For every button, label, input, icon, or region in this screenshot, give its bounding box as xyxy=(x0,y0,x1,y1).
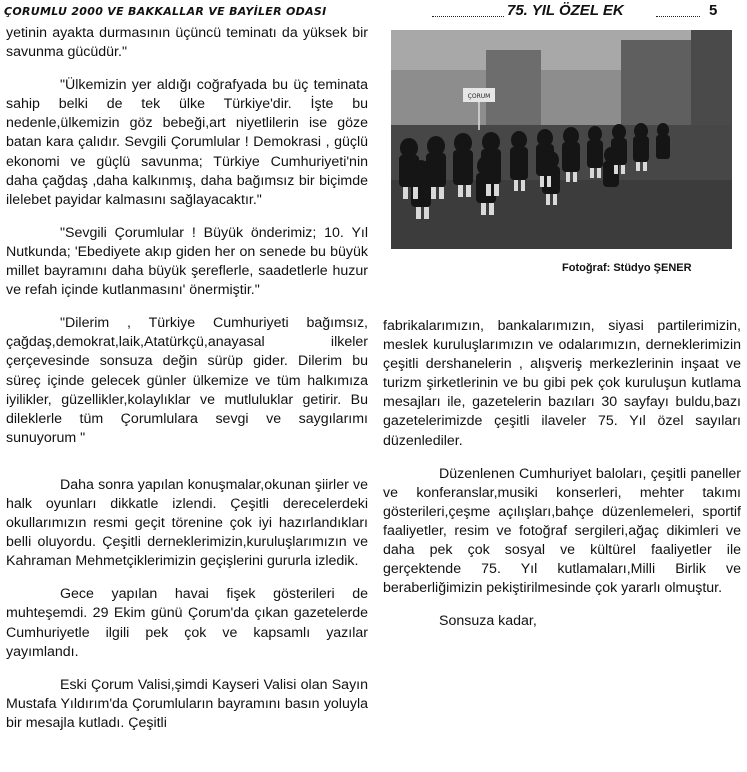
header-dot-leader xyxy=(432,2,504,17)
paragraph: "Dilerim , Türkiye Cumhuriyeti bağımsız, çağdaş,demokrat,laik,Atatürkçü,anayasal ilkeler çerçevesinde sonsuza değin sürüp gider. Dilerim bu süreç içinde gelecek günler ülkemize ve tüm halkımıza iyilikler, güzellikler,kolaylıklar ve mutluluklar getirir. Bu dileklerle tüm Çorumlulara sevgi ve saygılarımı sunuyorum " xyxy=(6,315,368,446)
header-publication-name: ÇORUMLU 2000 VE BAKKALLAR VE BAYİLER ODASI xyxy=(4,5,327,18)
paragraph: Sonsuza kadar, xyxy=(439,613,537,630)
paragraph: Eski Çorum Valisi,şimdi Kayseri Valisi olan Sayın Mustafa Yıldırım'da Çorumluların bayramını basın yoluyla bir mesajla kutladı. Çeşitli xyxy=(6,676,368,731)
paragraph: Gece yapılan havai fişek gösterileri de muhteşemdi. 29 Ekim günü Çorum'da çıkan gazetelerde Cumhuriyetle ilgili pek çok ve kapsamlı yazılar yayımlandı. xyxy=(6,586,368,660)
paragraph: "Ülkemizin yer aldığı coğrafyada bu üç teminata sahip belki de tek ülke Türkiye'dir. İşte bu nedenle,ülkemizin göz bebeği,art niyetlilerin ise göze batan kara çalıdır. Sevgili Çorumlular ! Demokrasi , güçlü ekonomi ve güçlü savunma; Türkiye Cumhuriyeti'nin daha çağdaş ,daha kalkınmış, daha bağımsız bir biçimde ilelebet payidar kalmasını sağlayacaktır." xyxy=(6,77,368,208)
parade-photo xyxy=(391,30,732,249)
paragraph: Daha sonra yapılan konuşmalar,okunan şiirler ve halk oyunları dikkatle izlendi. Çeşitli derecelerdeki okullarımızın resmi geçit törenine çok iyi hazırlandıkları belli oluyordu. Çeşitli derneklerimizin,kuruluşlarımızın ve Kahraman Mehmetçiklerimizin geçişlerini gururla izledik. xyxy=(6,476,368,570)
parade-sign-text: ÇORUM xyxy=(467,93,491,100)
page-header xyxy=(4,2,742,22)
paragraph: fabrikalarımızın, bankalarımızın, siyasi partilerimizin, meslek kuruluşlarımızın ve odalarımızın, derneklerimizin çeşitli dershanelerin , alışveriş merkezlerinin inşaat ve turizm şirketlerinin ve bu gibi pek çok kuruluşun kutlama mesajları ile, gazetelerin bazıları 30 sayfayı buldu,bazı gazetelerimizde çeşitli ilaveler 75. Yıl özel sayıları düzenlediler. xyxy=(383,318,741,449)
right-column xyxy=(383,317,741,631)
header-dot-leader-2 xyxy=(656,2,700,17)
header-title: 75. YIL ÖZEL EK xyxy=(507,2,624,19)
page-number: 5 xyxy=(709,2,718,19)
left-column xyxy=(6,24,368,733)
paragraph: Düzenlenen Cumhuriyet baloları, çeşitli paneller ve konferanslar,musiki konserleri, mehter takımı gösterileri,çeşme açılışları,bahçe düzenlemeleri, sportif faaliyetler, resim ve fotoğraf sergileri,ağaç dikimleri ve daha pek çok sosyal ve kültürel faaliyetler ile gerçektende 75. Yıl kutlamaları,Milli Birlik ve beraberliğimizin pekiştirilmesinde çok yararlı olmuştur. xyxy=(383,465,741,597)
parade-photo-image xyxy=(391,30,732,249)
photo-caption: Fotoğraf: Stüdyo ŞENER xyxy=(562,262,692,274)
paragraph: "Sevgili Çorumlular ! Büyük önderimiz; 10. Yıl Nutkunda; 'Ebediyete akıp giden her on senede bu büyük millet bayramını daha büyük şereflerle, saadetlerle huzur ve refah içinde kutlanmasını' önermiştir." xyxy=(6,224,368,299)
paragraph: yetinin ayakta durmasının üçüncü teminatı da yüksek bir savunma gücüdür." xyxy=(6,25,368,61)
